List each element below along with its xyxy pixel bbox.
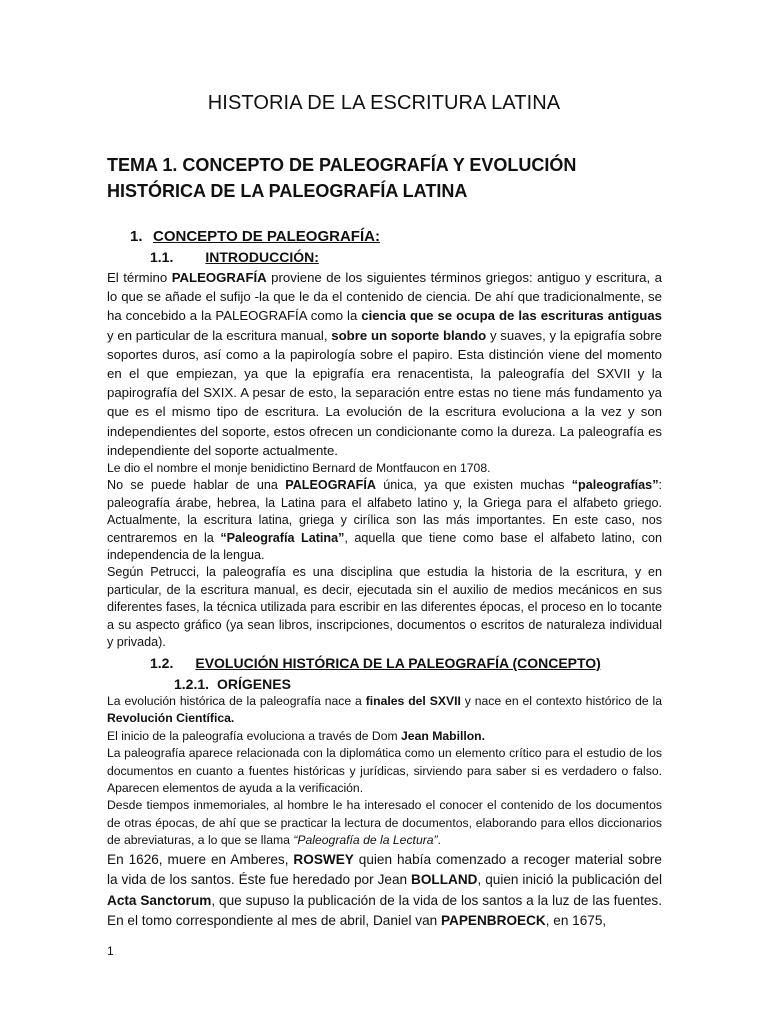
subsection-title: INTRODUCCIÓN: <box>205 249 319 265</box>
section-title: CONCEPTO DE PALEOGRAFÍA: <box>153 228 380 245</box>
subsubsection-number: 1.2.1. <box>174 676 210 692</box>
section-heading-1 <box>130 228 380 245</box>
origins-text-block <box>107 693 662 932</box>
page-number: 1 <box>107 944 114 958</box>
subsubsection-heading-1-2-1 <box>174 676 291 692</box>
section-number: 1. <box>130 228 143 245</box>
intro-text-block <box>107 268 662 652</box>
origins-paragraph-1: La evolución histórica de la paleografía nace a finales del SXVII y nace en el contexto histórico de la Revolución Científica. <box>107 694 662 726</box>
origins-paragraph-4: Desde tiempos inmemoriales, al hombre le ha interesado el conocer el contenido de los documentos de otras épocas, de ahí que se practicar la lectura de documentos, elaborando para ellos diccionarios de abreviaturas, a lo que se llama “Paleografía de la Lectura”. <box>107 798 662 848</box>
subsection-number: 1.1. <box>150 249 174 265</box>
intro-paragraph-3: No se puede hablar de una PALEOGRAFÍA única, ya que existen muchas “paleografías”: paleografía árabe, hebrea, la Latina para el alfabeto latino y, la Griega para el alfabeto griego. Actualmente, la escritura latina, griega y cirílica son las más importantes. En este caso, nos centraremos en la “Paleografía Latina”, aquella que tiene como base el alfabeto latino, con independencia de la lengua. <box>107 478 662 563</box>
subsection-heading-1-2 <box>150 655 601 671</box>
document-title: HISTORIA DE LA ESCRITURA LATINA <box>207 92 561 114</box>
subsection-number: 1.2. <box>150 655 174 671</box>
subsection-heading-1-1 <box>150 249 319 265</box>
intro-paragraph-1: El término PALEOGRAFÍA proviene de los siguientes términos griegos: antiguo y escritura, a lo que se añade el sufijo -la que le da el contenido de ciencia. De ahí que tradicionalmente, se ha concebido a la PALEOGRAFÍA como la ciencia que se ocupa de las escrituras antiguas y en particular de la escritura manual, sobre un soporte blando y suaves, y la epigrafía sobre soportes duros, así como a la papirología sobre el papiro. Esta distinción viene del momento en el que empiezan, ya que la epigrafía era renacentista, la paleografía del SXVII y la papirografía del SXIX. A pesar de esto, la separación entre estas no tiene más fundamento ya que es el mismo tipo de escritura. La evolución de la escritura evoluciona a la vez y son independientes del soporte, estos ofrecen un condicionante como la dureza. La paleografía es independiente del soporte actualmente. <box>107 270 662 458</box>
intro-paragraph-4: Según Petrucci, la paleografía es una disciplina que estudia la historia de la escritura, y en particular, de la escritura manual, es decir, ejecutada sin el auxilio de medios mecánicos en sus diferentes fases, la técnica utilizada para escribir en las diferentes épocas, el proceso en lo tocante a su aspecto gráfico (ya sean libros, inscripciones, documentos o escritos de naturaleza individual y privada). <box>107 565 662 650</box>
subsubsection-title: ORÍGENES <box>217 676 291 692</box>
tema-title: TEMA 1. CONCEPTO DE PALEOGRAFÍA Y EVOLUCIÓN HISTÓRICA DE LA PALEOGRAFÍA LATINA <box>107 155 577 201</box>
origins-paragraph-5: En 1626, muere en Amberes, ROSWEY quien había comenzado a recoger material sobre la vida de los santos. Éste fue heredado por Jean BOLLAND, quien inició la publicación del Acta Sanctorum, que supuso la publicación de la vida de los santos a la luz de las fuentes. En el tomo correspondiente al mes de abril, Daniel van PAPENBROECK, en 1675, <box>107 851 662 929</box>
origins-paragraph-2: El inicio de la paleografía evoluciona a través de Dom Jean Mabillon. <box>107 728 486 743</box>
subsection-title: EVOLUCIÓN HISTÓRICA DE LA PALEOGRAFÍA (CONCEPTO) <box>195 655 601 671</box>
origins-paragraph-3: La paleografía aparece relacionada con la diplomática como un elemento crítico para el estudio de los documentos en cuanto a fuentes históricas y jurídicas, sirviendo para saber si es verdadero o falso. Aparecen elementos de ayuda a la verificación. <box>107 746 662 796</box>
intro-paragraph-2: Le dio el nombre el monje benidictino Bernard de Montfaucon en 1708. <box>107 461 491 476</box>
